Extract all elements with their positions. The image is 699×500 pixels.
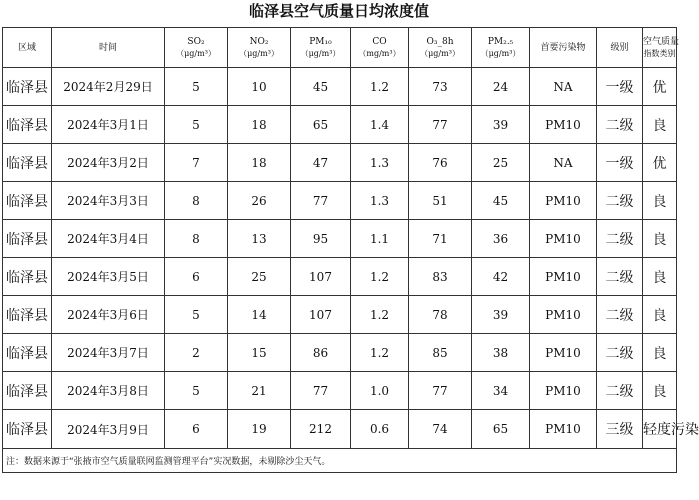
- column-header: [3, 28, 52, 68]
- table-cell: 77: [291, 372, 351, 410]
- table-cell: 71: [409, 220, 472, 258]
- column-header-name: 首要污染物: [540, 42, 586, 53]
- table-cell: 15: [228, 334, 291, 372]
- table-cell: 2024年3月2日: [52, 144, 165, 182]
- table-cell: 65: [291, 106, 351, 144]
- table-cell: PM10: [530, 334, 597, 372]
- table-cell: 25: [472, 144, 530, 182]
- table-cell: PM10: [530, 220, 597, 258]
- table-cell: 2024年3月1日: [52, 106, 165, 144]
- table-cell: 78: [409, 296, 472, 334]
- table-cell: 2: [165, 334, 228, 372]
- table-row: [3, 334, 677, 372]
- table-cell: 二级: [597, 372, 643, 410]
- table-cell: 2024年3月9日: [52, 410, 165, 449]
- table-cell: 18: [228, 106, 291, 144]
- table-cell: 77: [291, 182, 351, 220]
- footnote: 注：数据来源于“张掖市空气质量联网监测管理平台”实况数据，未剔除沙尘天气。: [3, 449, 677, 473]
- column-header: [351, 28, 409, 68]
- table-cell: 14: [228, 296, 291, 334]
- table-cell: 二级: [597, 220, 643, 258]
- column-header-name: 级别: [610, 42, 629, 53]
- column-header: [52, 28, 165, 68]
- table-cell: 74: [409, 410, 472, 449]
- note-row: [3, 449, 677, 473]
- table-cell: 2024年3月7日: [52, 334, 165, 372]
- table-cell: 临泽县: [3, 258, 52, 296]
- column-header: [472, 28, 530, 68]
- column-header-unit: （μg/m³）: [480, 48, 521, 58]
- table-cell: 6: [165, 410, 228, 449]
- table-cell: 18: [228, 144, 291, 182]
- table-cell: 107: [291, 296, 351, 334]
- table-cell: 良: [643, 372, 677, 410]
- column-header-name: PM₂.₅: [487, 36, 514, 47]
- table-cell: 5: [165, 296, 228, 334]
- table-cell: 2024年2月29日: [52, 68, 165, 106]
- table-row: [3, 144, 677, 182]
- column-header-unit: 指数类别: [643, 48, 676, 58]
- table-cell: NA: [530, 144, 597, 182]
- table-cell: 65: [472, 410, 530, 449]
- table-cell: 86: [291, 334, 351, 372]
- table-cell: 7: [165, 144, 228, 182]
- page-title: 临泽县空气质量日均浓度值: [248, 2, 429, 20]
- table-cell: 21: [228, 372, 291, 410]
- table-cell: 2024年3月4日: [52, 220, 165, 258]
- table-cell: 良: [643, 106, 677, 144]
- table-cell: 77: [409, 372, 472, 410]
- table-row: [3, 258, 677, 296]
- table-cell: 临泽县: [3, 68, 52, 106]
- table-cell: 76: [409, 144, 472, 182]
- table-cell: PM10: [530, 410, 597, 449]
- table-cell: 良: [643, 258, 677, 296]
- table-cell: PM10: [530, 372, 597, 410]
- table-cell: 83: [409, 258, 472, 296]
- column-header: [643, 28, 680, 68]
- column-header-name: 区域: [17, 42, 36, 53]
- table-cell: 39: [472, 296, 530, 334]
- table-cell: 2024年3月8日: [52, 372, 165, 410]
- table-cell: 8: [165, 220, 228, 258]
- column-header-name: 时间: [98, 42, 117, 53]
- column-header-name: SO₂: [187, 36, 205, 47]
- column-header-name: O₃_8h: [426, 36, 454, 47]
- table-cell: 轻度污染: [643, 410, 677, 449]
- table-cell: 107: [291, 258, 351, 296]
- table-row: [3, 410, 677, 449]
- table-cell: 36: [472, 220, 530, 258]
- table-cell: 2024年3月6日: [52, 296, 165, 334]
- column-header: [597, 28, 643, 68]
- table-cell: 5: [165, 106, 228, 144]
- table-cell: 1.3: [351, 144, 409, 182]
- table-cell: 2024年3月5日: [52, 258, 165, 296]
- air-quality-table: [2, 27, 699, 473]
- table-cell: 二级: [597, 258, 643, 296]
- column-header-name: NO₂: [249, 36, 269, 47]
- column-header-unit: （μg/m³）: [176, 48, 216, 58]
- table-cell: PM10: [530, 182, 597, 220]
- column-header-unit: （μg/m³）: [420, 48, 460, 58]
- table-cell: 26: [228, 182, 291, 220]
- table-cell: 临泽县: [3, 372, 52, 410]
- table-cell: 39: [472, 106, 530, 144]
- table-cell: 良: [643, 334, 677, 372]
- table-cell: 临泽县: [3, 106, 52, 144]
- column-header-unit: （μg/m³）: [300, 48, 341, 58]
- table-cell: 5: [165, 372, 228, 410]
- table-cell: 73: [409, 68, 472, 106]
- table-cell: 42: [472, 258, 530, 296]
- table-cell: 2024年3月3日: [52, 182, 165, 220]
- table-cell: 良: [643, 182, 677, 220]
- table-cell: 临泽县: [3, 182, 52, 220]
- table-cell: 1.2: [351, 68, 409, 106]
- table-cell: 二级: [597, 296, 643, 334]
- header-row: [3, 28, 677, 68]
- table-cell: 一级: [597, 68, 643, 106]
- column-header: [165, 28, 228, 68]
- table-cell: 45: [472, 182, 530, 220]
- table-cell: 优: [643, 144, 677, 182]
- column-header: [291, 28, 351, 68]
- table-cell: 5: [165, 68, 228, 106]
- column-header-name: 空气质量: [643, 36, 680, 47]
- table-cell: 77: [409, 106, 472, 144]
- table-cell: 38: [472, 334, 530, 372]
- table-cell: 25: [228, 258, 291, 296]
- table-cell: 1.1: [351, 220, 409, 258]
- table-cell: 1.2: [351, 258, 409, 296]
- table-cell: 6: [165, 258, 228, 296]
- table-cell: 临泽县: [3, 220, 52, 258]
- table-cell: 1.3: [351, 182, 409, 220]
- table-cell: 二级: [597, 106, 643, 144]
- table-cell: 良: [643, 296, 677, 334]
- table-cell: 47: [291, 144, 351, 182]
- column-header-unit: （mg/m³）: [358, 48, 401, 58]
- table-row: [3, 296, 677, 334]
- table-cell: 二级: [597, 182, 643, 220]
- column-header-name: CO: [372, 36, 387, 47]
- table-cell: PM10: [530, 296, 597, 334]
- table-row: [3, 106, 677, 144]
- table-row: [3, 182, 677, 220]
- table-body: [3, 68, 699, 449]
- table-cell: 212: [291, 410, 351, 449]
- table-cell: 二级: [597, 334, 643, 372]
- table-cell: 51: [409, 182, 472, 220]
- table-cell: 优: [643, 68, 677, 106]
- column-header-unit: （μg/m³）: [239, 48, 279, 58]
- table-cell: 1.4: [351, 106, 409, 144]
- table-cell: PM10: [530, 106, 597, 144]
- table-cell: 一级: [597, 144, 643, 182]
- table-cell: 临泽县: [3, 144, 52, 182]
- column-header-name: PM₁₀: [309, 36, 332, 47]
- table-cell: 0.6: [351, 410, 409, 449]
- table-cell: 19: [228, 410, 291, 449]
- table-cell: 1.2: [351, 334, 409, 372]
- table-row: [3, 68, 677, 106]
- table-row: [3, 372, 677, 410]
- table-cell: 10: [228, 68, 291, 106]
- table-cell: 24: [472, 68, 530, 106]
- table-cell: PM10: [530, 258, 597, 296]
- table-cell: 1.2: [351, 296, 409, 334]
- column-header: [409, 28, 472, 68]
- table-cell: 13: [228, 220, 291, 258]
- table-cell: 良: [643, 220, 677, 258]
- table-cell: 45: [291, 68, 351, 106]
- column-header: [530, 28, 597, 68]
- table-cell: 8: [165, 182, 228, 220]
- table-cell: 临泽县: [3, 410, 52, 449]
- table-cell: 34: [472, 372, 530, 410]
- table-cell: 95: [291, 220, 351, 258]
- table-row: [3, 220, 677, 258]
- table-cell: 临泽县: [3, 334, 52, 372]
- table-cell: 三级: [597, 410, 643, 449]
- table-cell: 85: [409, 334, 472, 372]
- table-cell: 1.0: [351, 372, 409, 410]
- table-cell: NA: [530, 68, 597, 106]
- column-header: [228, 28, 291, 68]
- table-cell: 临泽县: [3, 296, 52, 334]
